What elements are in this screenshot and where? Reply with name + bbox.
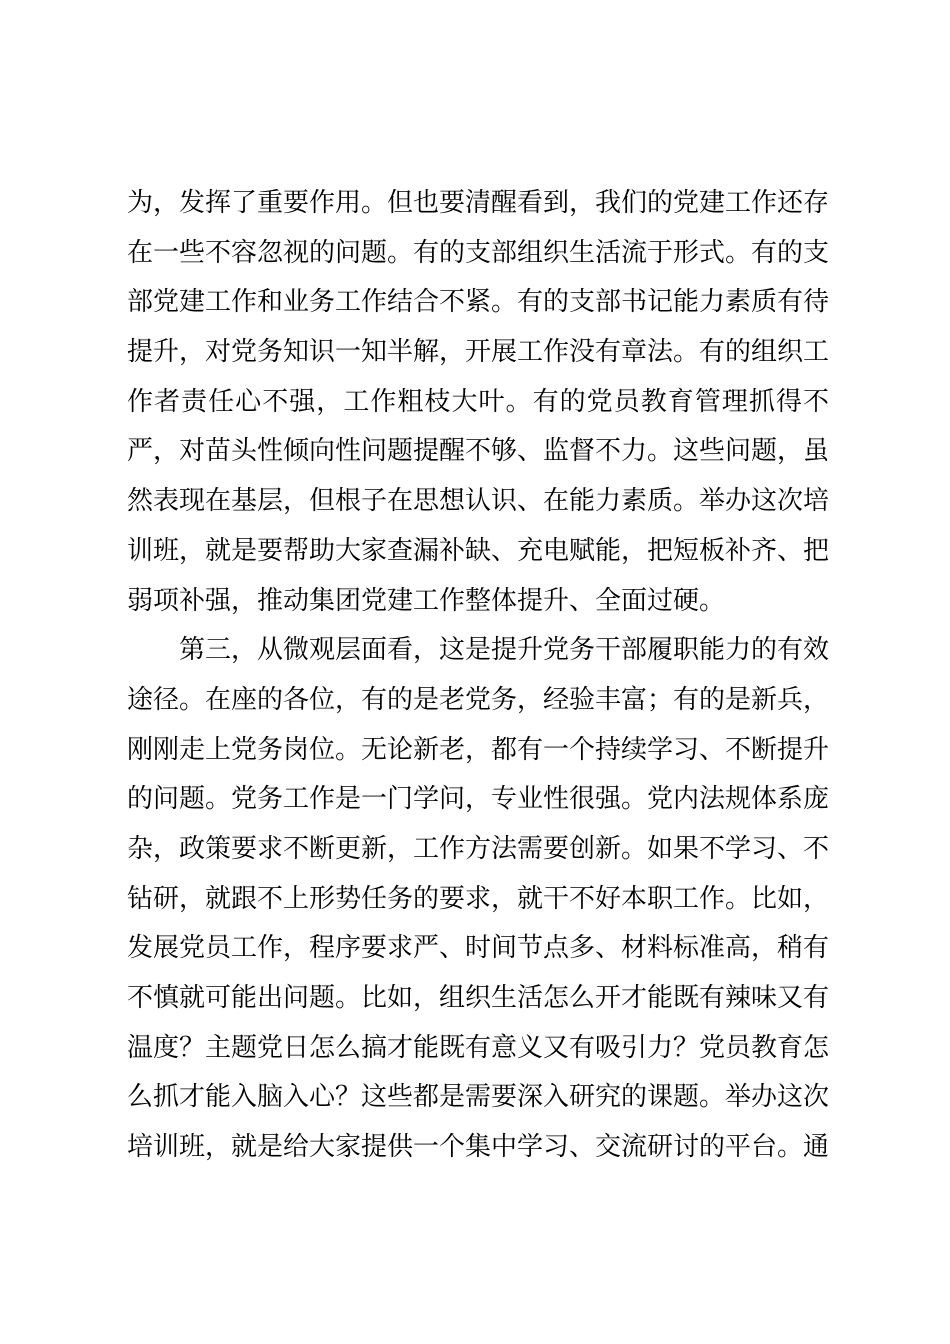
text-line-paragraph-end: 弱项补强，推动集团党建工作整体提升、全面过硬。 [127, 585, 726, 616]
text-line: 然表现在基层，但根子在思想认识、在能力素质。举办这次培 [127, 486, 830, 517]
text-line: 严，对苗头性倾向性问题提醒不够、监督不力。这些问题，虽 [127, 436, 830, 467]
text-line: 部党建工作和业务工作结合不紧。有的支部书记能力素质有待 [127, 287, 830, 318]
text-line: 温度？主题党日怎么搞才能既有意义又有吸引力？党员教育怎 [127, 1032, 830, 1063]
text-line: 培训班，就是给大家提供一个集中学习、交流研讨的平台。通 [127, 1132, 830, 1163]
text-line: 钻研，就跟不上形势任务的要求，就干不好本职工作。比如， [127, 883, 830, 914]
text-line: 么抓才能入脑入心？这些都是需要深入研究的课题。举办这次 [127, 1082, 830, 1113]
paragraph-2 [127, 626, 829, 1173]
text-line: 刚刚走上党务岗位。无论新老，都有一个持续学习、不断提升 [127, 734, 830, 765]
text-line: 作者责任心不强，工作粗枝大叶。有的党员教育管理抓得不 [127, 386, 829, 417]
paragraph-1 [127, 179, 829, 626]
text-line: 发展党员工作，程序要求严、时间节点多、材料标准高，稍有 [127, 933, 830, 964]
text-line: 途径。在座的各位，有的是老党务，经验丰富；有的是新兵， [127, 684, 830, 715]
text-line: 提升，对党务知识一知半解，开展工作没有章法。有的组织工 [127, 337, 830, 368]
text-line: 训班，就是要帮助大家查漏补缺、充电赋能，把短板补齐、把 [127, 535, 830, 566]
text-line: 杂，政策要求不断更新，工作方法需要创新。如果不学习、不 [127, 833, 830, 864]
body-text [127, 179, 829, 1173]
text-line: 在一些不容忽视的问题。有的支部组织生活流于形式。有的支 [127, 237, 830, 268]
text-line-paragraph-start: 第三，从微观层面看，这是提升党务干部履职能力的有效 [179, 635, 830, 666]
text-line: 不慎就可能出问题。比如，组织生活怎么开才能既有辣味又有 [127, 983, 830, 1013]
text-line: 为，发挥了重要作用。但也要清醒看到，我们的党建工作还存 [127, 188, 830, 218]
text-line: 的问题。党务工作是一门学问，专业性很强。党内法规体系庞 [127, 784, 830, 815]
